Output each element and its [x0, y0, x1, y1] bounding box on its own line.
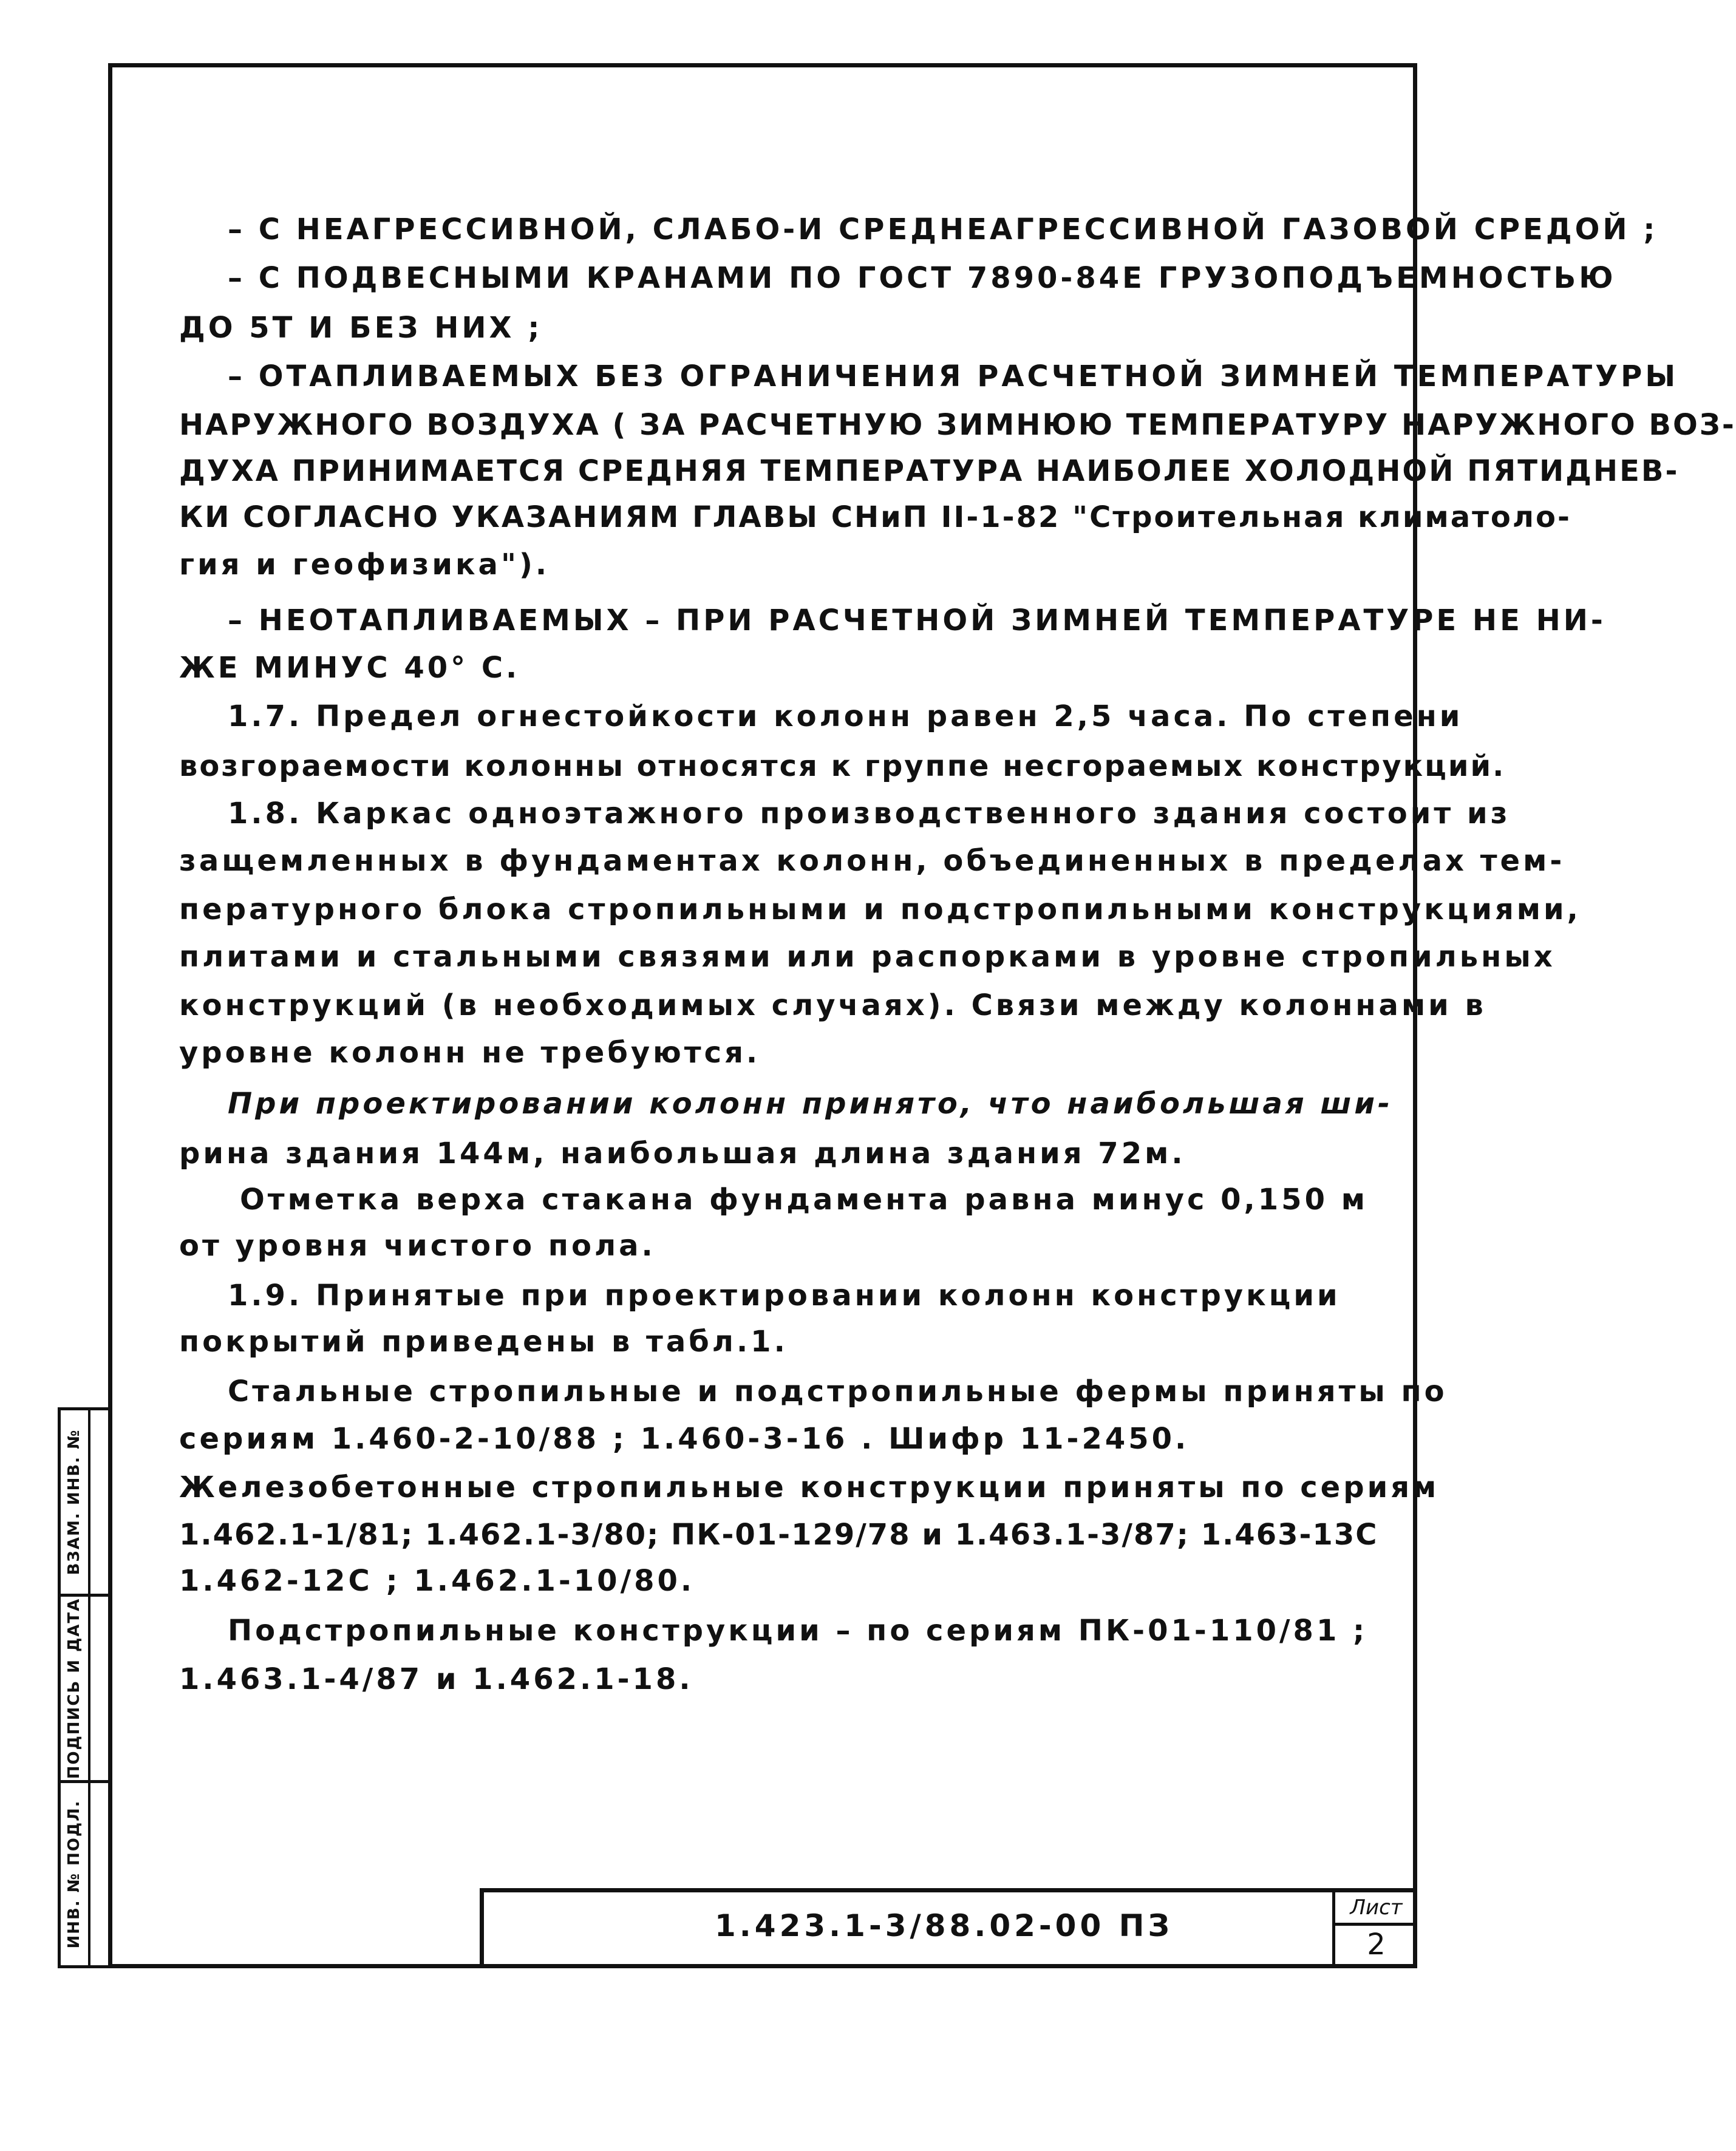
text-line: – С ПОДВЕСНЫМИ КРАНАМИ ПО ГОСТ 7890-84Е ГРУЗОПОДЪЕМНОСТЬЮ [228, 261, 1616, 295]
text-line: пературного блока стропильными и подстропильными конструкциями, [179, 892, 1581, 926]
text-line: от уровня чистого пола. [179, 1229, 656, 1263]
side-label: ВЗАМ. ИНВ. № [65, 1429, 83, 1575]
text-line: Стальные стропильные и подстропильные фермы приняты по [228, 1375, 1448, 1409]
text-line: конструкций (в необходимых случаях). Связи между колоннами в [179, 988, 1486, 1022]
text-line: При проектировании колонн принято, что наибольшая ши- [228, 1087, 1393, 1121]
text-line: защемленных в фундаментах колонн, объединенных в пределах тем- [179, 844, 1565, 878]
text-line: сериям 1.460-2-10/88 ; 1.460-3-16 . Шифр 11-2450. [179, 1422, 1190, 1456]
text-line: покрытий приведены в табл.1. [179, 1325, 788, 1359]
text-line: 1.463.1-4/87 и 1.462.1-18. [179, 1662, 693, 1696]
text-line: – ОТАПЛИВАЕМЫХ БЕЗ ОГРАНИЧЕНИЯ РАСЧЕТНОЙ ЗИМНЕЙ ТЕМПЕРАТУРЫ [228, 359, 1679, 393]
text-line: ДУХА ПРИНИМАЕТСЯ СРЕДНЯЯ ТЕМПЕРАТУРА НАИБОЛЕЕ ХОЛОДНОЙ ПЯТИДНЕВ- [179, 454, 1680, 488]
text-line: Отметка верха стакана фундамента равна минус 0,150 м [240, 1183, 1368, 1217]
text-line: НАРУЖНОГО ВОЗДУХА ( ЗА РАСЧЕТНУЮ ЗИМНЮЮ ТЕМПЕРАТУРУ НАРУЖНОГО ВОЗ- [179, 408, 1736, 442]
text-line: 1.462-12С ; 1.462.1-10/80. [179, 1564, 695, 1598]
text-line: плитами и стальными связями или распорками в уровне стропильных [179, 940, 1556, 974]
text-line: возгораемости колонны относятся к группе несгораемых конструкций. [179, 749, 1506, 783]
text-line: ДО 5Т И БЕЗ НИХ ; [179, 311, 543, 345]
side-cell-signature-date [58, 1594, 112, 1783]
title-block [480, 1888, 1417, 1968]
sheet-label: Лист [1335, 1892, 1417, 1926]
text-line: КИ СОГЛАСНО УКАЗАНИЯМ ГЛАВЫ СНиП II-1-82 "Строительная климатоло- [179, 500, 1571, 534]
side-label: ПОДПИСЬ И ДАТА [65, 1597, 83, 1779]
sheet-number-box [1332, 1892, 1417, 1968]
text-line: Подстропильные конструкции – по сериям ПК-01-110/81 ; [228, 1614, 1368, 1648]
text-line: уровне колонн не требуются. [179, 1036, 761, 1070]
text-line: – С НЕАГРЕССИВНОЙ, СЛАБО-И СРЕДНЕАГРЕССИВНОЙ ГАЗОВОЙ СРЕДОЙ ; [228, 212, 1658, 246]
text-line: ЖЕ МИНУС 40° С. [179, 651, 520, 685]
side-cell-original-inv [58, 1780, 112, 1968]
sheet-number: 2 [1367, 1928, 1386, 1962]
side-label: ИНВ. № ПОДЛ. [65, 1799, 83, 1949]
text-line: 1.462.1-1/81; 1.462.1-3/80; ПК-01-129/78 и 1.463.1-3/87; 1.463-13С [179, 1518, 1378, 1552]
text-line: – НЕОТАПЛИВАЕМЫХ – ПРИ РАСЧЕТНОЙ ЗИМНЕЙ ТЕМПЕРАТУРЕ НЕ НИ- [228, 603, 1606, 637]
document-code: 1.423.1-3/88.02-00 ПЗ [715, 1908, 1174, 1943]
text-line: 1.8. Каркас одноэтажного производственного здания состоит из [228, 797, 1511, 831]
text-line: рина здания 144м, наибольшая длина здания 72м. [179, 1137, 1186, 1171]
side-stamp-strip [58, 1407, 112, 1968]
side-cell-replacement-inv [58, 1407, 112, 1597]
text-line: 1.7. Предел огнестойкости колонн равен 2,5 часа. По степени [228, 699, 1463, 733]
text-line: Железобетонные стропильные конструкции приняты по сериям [179, 1470, 1440, 1504]
text-line: 1.9. Принятые при проектировании колонн конструкции [228, 1279, 1341, 1313]
text-line: гия и геофизика"). [179, 548, 550, 582]
